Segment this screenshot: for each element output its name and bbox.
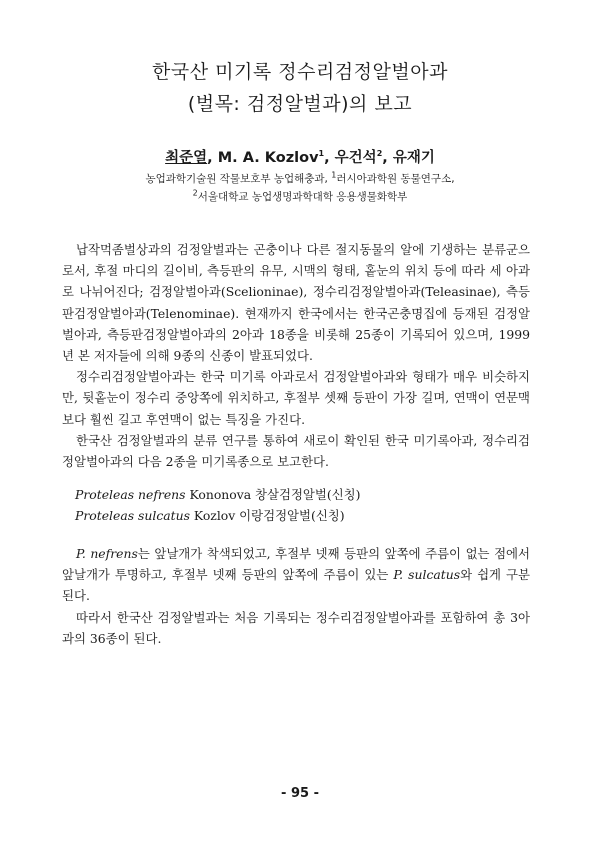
page-number: - 95 -: [281, 786, 319, 801]
affiliation-line-1: [0, 171, 600, 186]
p4-species-name-2: P. sulcatus: [393, 567, 461, 583]
paragraph-3: 한국산 검정알벌과의 분류 연구를 통하여 새로이 확인된 한국 미기록아과, 정수리검정알벌아과의 다음 2종을 미기록종으로 보고한다.: [62, 432, 530, 470]
species-2-authority: Kozlov 이랑검정알벌(신칭): [189, 508, 345, 524]
paragraph-4: [62, 543, 530, 607]
affiliation-3-mark: 2: [192, 188, 198, 198]
species-2-name: Proteleas sulcatus: [75, 508, 190, 524]
author-list: [0, 146, 600, 167]
p4-species-name: P. nefrens: [76, 546, 138, 561]
author-3: , 우건석: [324, 150, 377, 166]
p4-text-a: 는 앞날개가 착색되었고, 후절부 넷째 등판의 앞쪽에 주름이 없는 점에서 앞날개가 투명하고, 후절부 넷째 등판의 앞쪽에 주름이 있는: [62, 546, 530, 583]
author-2-affil-mark: 1: [318, 149, 325, 159]
abstract-intro: [62, 239, 530, 472]
title-line-2: (벌목: 검정알벌과)의 보고: [187, 93, 413, 115]
species-1: [75, 484, 543, 505]
affiliation-3: 서울대학교 농업생명과학대학 응용생물화학부: [197, 191, 408, 203]
species-1-name: Proteleas nefrens: [75, 487, 186, 502]
affiliation-2: 러시아과학원 동물연구소,: [336, 173, 455, 185]
affiliation-line-2: [0, 189, 600, 204]
paragraph-2: 정수리검정알벌아과는 한국 미기록 아과로서 검정알벌아과와 형태가 매우 비슷하지만, 뒷홑눈이 정수리 중앙쪽에 위치하고, 후절부 셋째 등판이 가장 길며, 연맥이 연문맥보다 훨씬 길고 후연맥이 없는 특징을 가진다.: [62, 369, 530, 427]
affiliation-2-mark: 1: [331, 170, 337, 180]
affiliation-1: 농업과학기술원 작물보호부 농업해충과,: [145, 173, 332, 185]
author-3-affil-mark: 2: [376, 149, 383, 159]
paragraph-1: 납작먹좀벌상과의 검정알벌과는 곤충이나 다른 절지동물의 알에 기생하는 분류군으로서, 후절 마디의 길이비, 측등판의 유무, 시맥의 형태, 홑눈의 위치 등에 따라 세 아과로 나뉘어진다; 검정알벌아과(Scelioninae), 정수리검정알벌아과(Teleasinae), 측등판검정알벌아과(Telenominae). 현재까지 한국에서는 한국곤충명집에 등재된 검정알벌아과, 측등판검정알벌아과의 2아과 18종을 비롯해 25종이 기록되어 있으며, 1999년 본 저자들에 의해 9종의 신종이 발표되었다.: [62, 242, 530, 364]
author-1: 최준열: [165, 150, 208, 166]
paragraph-5: 따라서 한국산 검정알벌과는 처음 기록되는 정수리검정알벌아과를 포함하여 총 3아과의 36종이 된다.: [62, 609, 530, 646]
abstract-conclusion: [62, 543, 530, 649]
title-line-1: 한국산 미기록 정수리검정알벌아과: [152, 61, 448, 83]
species-2: [75, 505, 543, 526]
p4-text-b: 와 쉽게 구분된다.: [62, 567, 530, 604]
species-list: [75, 484, 543, 526]
author-4: , 유재기: [382, 150, 435, 166]
species-1-authority: Kononova 창살검정알벌(신칭): [185, 487, 361, 502]
author-2: , M. A. Kozlov: [207, 150, 319, 166]
